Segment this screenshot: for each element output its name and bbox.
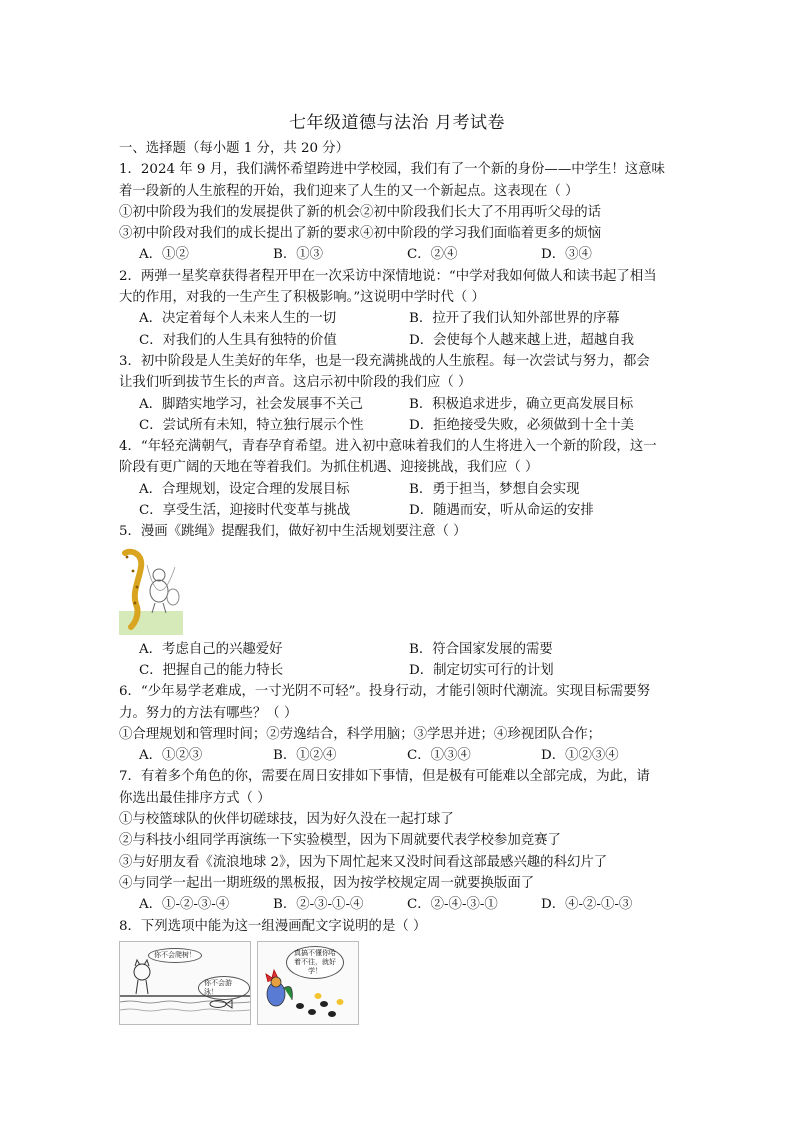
- question-line: 7．有着多个角色的你，需要在周日安排如下事情，但是极有可能难以全部完成，为此，请: [119, 769, 650, 785]
- option-c[interactable]: C．把握自己的能力特长: [139, 662, 284, 678]
- options-row: [119, 639, 679, 660]
- option-d[interactable]: D．①②③④: [541, 748, 619, 764]
- question-line: 你选出最佳排序方式（ ）: [119, 790, 271, 806]
- options-row: [119, 394, 679, 415]
- option-b[interactable]: B．符合国家发展的需要: [409, 641, 553, 657]
- question-line: ①与校篮球队的伙伴切磋球技，因为好久没在一起打球了: [119, 812, 454, 828]
- question-7: [119, 766, 679, 915]
- question-line: ①合理规划和管理时间；②劳逸结合，科学用脑；③学思并进；④珍视团队合作；: [119, 726, 602, 742]
- options-row: [119, 330, 679, 351]
- question-1: [119, 159, 679, 265]
- question-2: [119, 266, 679, 351]
- cartoon-panel-left: [119, 941, 251, 1025]
- option-c[interactable]: C．尝试所有未知，特立独行展示个性: [139, 417, 364, 433]
- section-heading: 一、选择题（每小题 1 分，共 20 分）: [119, 141, 350, 156]
- option-b[interactable]: B．①②④: [273, 748, 337, 764]
- question-line: 阶段有更广阔的天地在等着我们。为抓住机遇、迎接挑战，我们应（ ）: [119, 460, 539, 476]
- cat-fish-illustration: [120, 942, 250, 1024]
- question-line: 5．漫画《跳绳》提醒我们，做好初中生活规划要注意（ ）: [119, 524, 467, 540]
- question-line: 2．两弹一星奖章获得者程开甲在一次采访中深情地说：“中学对我如何做人和读书起了相当: [119, 268, 657, 284]
- option-b[interactable]: B．②-③-①-④: [273, 897, 364, 913]
- rooster-chicks-illustration: [258, 942, 358, 1024]
- page-title: 七年级道德与法治 月考试卷: [289, 113, 505, 133]
- option-d[interactable]: D．④-②-①-③: [541, 897, 633, 913]
- options-row: [119, 244, 679, 265]
- option-d[interactable]: D．拒绝接受失败，必须做到十全十美: [409, 417, 634, 433]
- option-d[interactable]: D．会使每个人越来越上进，超越自我: [409, 332, 634, 348]
- question-line: 4．“年轻充满朝气，青春孕育希望。进入初中意味着我们的人生将进入一个新的阶段，这一: [119, 439, 657, 455]
- option-a[interactable]: A．考虑自己的兴趣爱好: [139, 641, 283, 657]
- speech-bubble: 你不会爬树！: [148, 948, 202, 963]
- jump-rope-cartoon: [119, 545, 183, 635]
- options-row: [119, 745, 679, 766]
- option-d[interactable]: D．③④: [541, 247, 592, 263]
- options-row: [119, 894, 679, 915]
- cartoon-panels: [119, 941, 679, 1025]
- question-line: 8．下列选项中能为这一组漫画配文字说明的是（ ）: [119, 918, 427, 934]
- question-5: [119, 521, 679, 681]
- question-line: 大的作用，对我的一生产生了积极影响。”这说明中学时代（ ）: [119, 290, 485, 306]
- option-d[interactable]: D．随遇而安，听从命运的安排: [409, 503, 594, 519]
- question-line: ③初中阶段对我们的成长提出了新的要求④初中阶段的学习我们面临着更多的烦恼: [119, 226, 602, 242]
- exam-content: [119, 138, 679, 1025]
- question-line: 着一段新的人生旅程的开始，我们迎来了人生的又一个新起点。这表现在（ ）: [119, 183, 579, 199]
- option-d[interactable]: D．制定切实可行的计划: [409, 662, 554, 678]
- question-line: ④与同学一起出一期班级的黑板报，因为按学校规定周一就要换版面了: [119, 875, 535, 891]
- jump-rope-illustration: [119, 545, 183, 635]
- speech-bubble: 你不会游泳！: [198, 976, 250, 1000]
- options-row: [119, 660, 679, 681]
- options-row: [119, 500, 679, 521]
- speech-bubble: 真搞不懂你哈着不往，就好学！: [286, 946, 344, 979]
- question-6: [119, 681, 679, 766]
- option-b[interactable]: B．勇于担当，梦想自会实现: [409, 481, 580, 497]
- question-4: [119, 436, 679, 521]
- question-8: [119, 916, 679, 1025]
- option-b[interactable]: B．拉开了我们认知外部世界的序幕: [409, 311, 620, 327]
- options-row: [119, 479, 679, 500]
- option-a[interactable]: A．决定着每个人未来人生的一切: [139, 311, 337, 327]
- question-line: 6．“少年易学老难成，一寸光阴不可轻”。投身行动，才能引领时代潮流。实现目标需要努: [119, 684, 651, 700]
- option-c[interactable]: C．享受生活，迎接时代变革与挑战: [139, 503, 351, 519]
- options-row: [119, 308, 679, 329]
- option-a[interactable]: A．①②: [139, 247, 189, 263]
- option-c[interactable]: C．①③④: [407, 748, 471, 764]
- option-a[interactable]: A．脚踏实地学习，社会发展事不关己: [139, 396, 363, 412]
- option-b[interactable]: B．积极追求进步，确立更高发展目标: [409, 396, 634, 412]
- question-line: 让我们听到拔节生长的声音。这启示初中阶段的我们应（ ）: [119, 375, 472, 391]
- option-c[interactable]: C．②-④-③-①: [407, 897, 498, 913]
- option-a[interactable]: A．①②③: [139, 748, 203, 764]
- cartoon-panel-right: [257, 941, 359, 1025]
- option-c[interactable]: C．②④: [407, 247, 458, 263]
- question-line: ①初中阶段为我们的发展提供了新的机会②初中阶段我们长大了不用再听父母的话: [119, 204, 602, 220]
- question-line: 3．初中阶段是人生美好的年华，也是一段充满挑战的人生旅程。每一次尝试与努力，都会: [119, 353, 650, 369]
- option-c[interactable]: C．对我们的人生具有独特的价值: [139, 332, 337, 348]
- question-line: 力。努力的方法有哪些？（ ）: [119, 705, 298, 721]
- question-line: ③与好朋友看《流浪地球 2》，因为下周忙起来又没时间看这部最感兴趣的科幻片了: [119, 854, 608, 870]
- options-row: [119, 415, 679, 436]
- option-a[interactable]: A．合理规划，设定合理的发展目标: [139, 481, 350, 497]
- question-line: 1．2024 年 9 月，我们满怀希望跨进中学校园，我们有了一个新的身份——中学生！这意味: [119, 162, 665, 178]
- option-a[interactable]: A．①-②-③-④: [139, 897, 230, 913]
- option-b[interactable]: B．①③: [273, 247, 324, 263]
- question-line: ②与科技小组同学再演练一下实验模型，因为下周就要代表学校参加竞赛了: [119, 833, 561, 849]
- question-3: [119, 351, 679, 436]
